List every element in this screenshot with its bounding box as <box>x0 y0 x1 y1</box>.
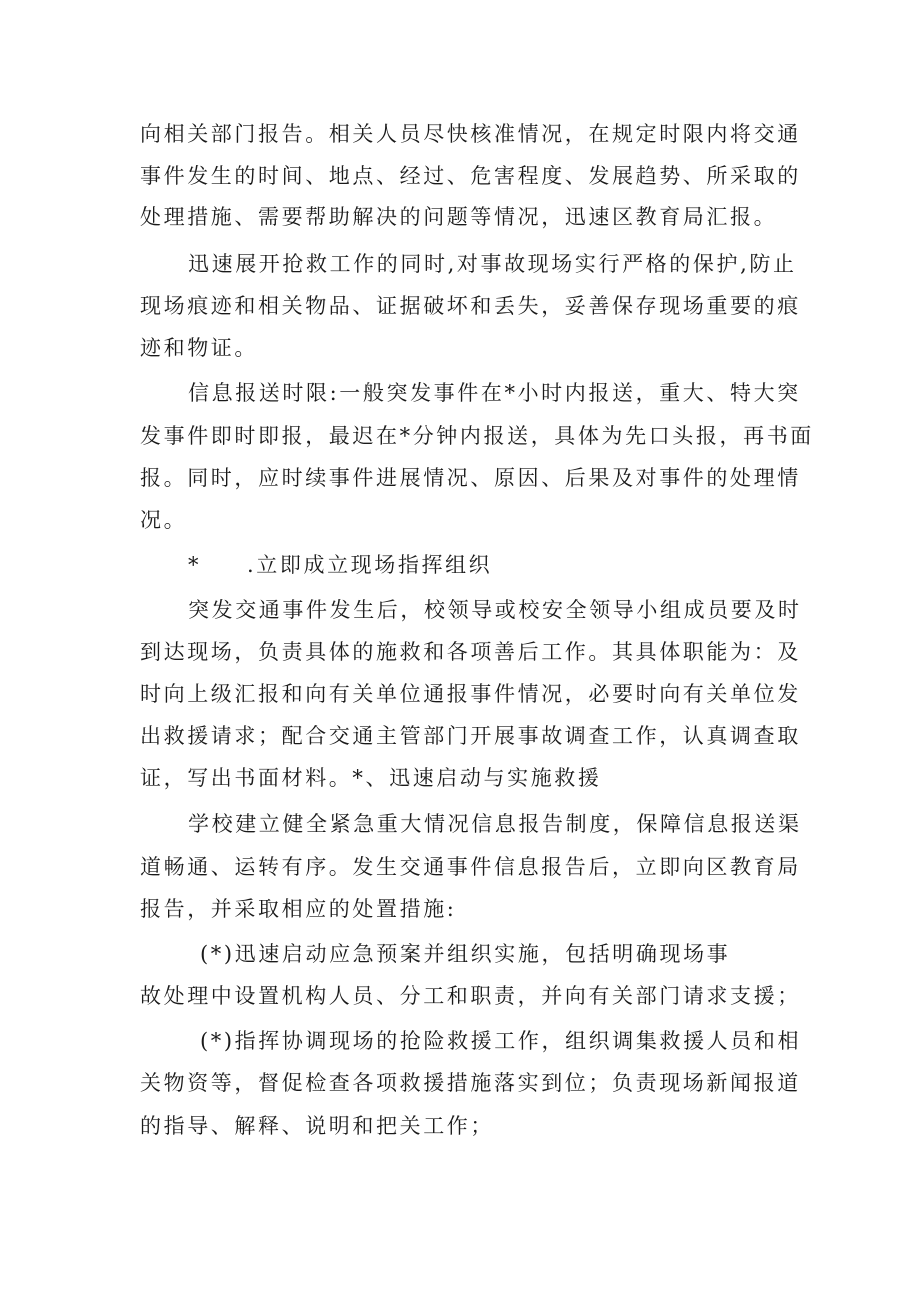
paragraph-line: 迹和物证。 <box>140 336 258 360</box>
list-item-line: 故处理中设置机构人员、分工和职责，并向有关部门请求支援； <box>140 984 801 1008</box>
paragraph-line: 证，写出书面材料。*、迅速启动与实施救援 <box>140 766 602 790</box>
paragraph-line: 向相关部门报告。相关人员尽快核准情况，在规定时限内将交通 <box>140 122 801 146</box>
paragraph-line: 报告，并采取相应的处置措施: <box>140 897 457 921</box>
paragraph-line: 处理措施、需要帮助解决的问题等情况，迅速区教育局汇报。 <box>140 205 778 229</box>
paragraph-line: 事件发生的时间、地点、经过、危害程度、发展趋势、所采取的 <box>140 164 801 188</box>
paragraph-line: 迅速展开抢救工作的同时,对事故现场实行严格的保护,防止 <box>188 252 797 276</box>
list-item-line: (*)指挥协调现场的抢险救援工作，组织调集救援人员和相 <box>200 1029 802 1053</box>
paragraph-line: 出救援请求；配合交通主管部门开展事故调查工作，认真调查取 <box>140 724 801 748</box>
section-heading-marker: * <box>188 553 199 577</box>
list-item-line: (*)迅速启动应急预案并组织实施，包括明确现场事 <box>200 942 731 966</box>
paragraph-line: 报。同时，应时续事件进展情况、原因、后果及对事件的处理情 <box>140 466 801 490</box>
paragraph-line: 现场痕迹和相关物品、证据破坏和丢失，妥善保存现场重要的痕 <box>140 294 801 318</box>
paragraph-line: 突发交通事件发生后，校领导或校安全领导小组成员要及时 <box>188 598 802 622</box>
paragraph-line: 信息报送时限:一般突发事件在*小时内报送，重大、特大突 <box>188 381 801 405</box>
paragraph-line: 时向上级汇报和向有关单位通报事件情况，必要时向有关单位发 <box>140 682 801 706</box>
list-item-line: 的指导、解释、说明和把关工作； <box>140 1114 494 1138</box>
paragraph-line: 发事件即时即报，最迟在*分钟内报送，具体为先口头报，再书面 <box>140 424 814 448</box>
paragraph-line: 况。 <box>140 508 188 532</box>
paragraph-line: 到达现场，负责具体的施救和各项善后工作。其具体职能为：及 <box>140 640 801 664</box>
list-item-line: 关物资等，督促检查各项救援措施落实到位；负责现场新闻报道 <box>140 1071 801 1095</box>
paragraph-line: 学校建立健全紧急重大情况信息报告制度，保障信息报送渠 <box>188 812 802 836</box>
section-heading: .立即成立现场指挥组织 <box>247 553 493 577</box>
paragraph-line: 道畅通、运转有序。发生交通事件信息报告后，立即向区教育局 <box>140 855 801 879</box>
